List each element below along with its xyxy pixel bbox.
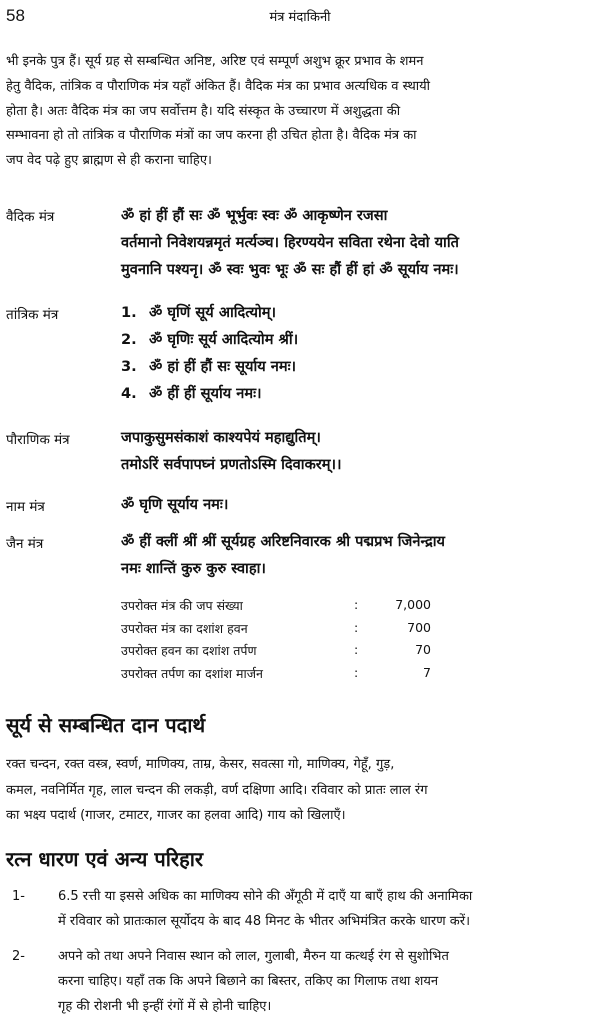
mantra-line: ॐ हां हीं हौं सः ॐ भूर्भुवः स्वः ॐ आकृष्णेन रजसा xyxy=(121,207,388,224)
text-line: करना चाहिए। यहाँ तक कि अपने बिछाने का बिस्तर, तकिए का गिलाफ तथा शयन xyxy=(58,974,439,989)
intro-paragraph xyxy=(6,50,594,174)
row-value: 7,000 xyxy=(395,597,431,612)
naam-mantra xyxy=(121,491,595,518)
text-line: अपने को तथा अपने निवास स्थान को लाल, गुलाबी, मैरुन या कत्थई रंग से सुशोभित xyxy=(58,949,449,964)
item-text: ॐ हां हीं हौं सः सूर्याय नमः। xyxy=(149,358,297,375)
list-item xyxy=(121,299,595,326)
item-number: 2. xyxy=(121,331,137,348)
list-item xyxy=(121,380,595,407)
page-header xyxy=(0,6,600,26)
text-line: में रविवार को प्रातःकाल सूर्योदय के बाद 48 मिनट के भीतर अभिमंत्रित करके धारण करें। xyxy=(58,914,471,929)
text-line: रक्त चन्दन, रक्त वस्त्र, स्वर्ण, माणिक्य, ताम्र, केसर, सवत्सा गो, माणिक्य, गेहूँ, गुड़, xyxy=(6,757,395,772)
row-colon: : xyxy=(354,664,359,680)
pauranic-mantra xyxy=(121,424,595,478)
item-text: ॐ घृणिं सूर्य आदित्योम्। xyxy=(149,304,277,321)
text-line: गृह की रोशनी भी इन्हीं रंगों में से होनी चाहिए। xyxy=(58,999,272,1014)
text-line: का भक्ष्य पदार्थ (गाजर, टमाटर, गाजर का हलवा आदि) गाय को खिलाएँ। xyxy=(6,808,346,823)
table-row xyxy=(121,597,431,620)
item-text: ॐ हीं हीं सूर्याय नमः। xyxy=(149,385,262,402)
item-number: 1. xyxy=(121,304,137,321)
naam-mantra-label: नाम मंत्र xyxy=(6,499,45,515)
jain-mantra xyxy=(121,528,595,582)
page-number: 58 xyxy=(6,6,25,25)
row-label: उपरोक्त तर्पण का दशांश मार्जन xyxy=(121,665,263,681)
mantra-line: मुवनानि पश्यनृ। ॐ स्वः भुवः भूः ॐ सः हौं हीं हां ॐ सूर्याय नमः। xyxy=(121,261,459,278)
item-text xyxy=(58,884,598,934)
mantra-line: तमोऽरिं सर्वपापघ्नं प्रणतोऽस्मि दिवाकरम्।। xyxy=(121,456,342,473)
text-line: होता है। अतः वैदिक मंत्र का जप सर्वोत्तम है। यदि संस्कृत के उच्चारण में अशुद्धता की xyxy=(6,103,401,119)
running-title: मंत्र मंदाकिनी xyxy=(269,10,331,25)
text-line: सम्भावना हो तो तांत्रिक व पौराणिक मंत्रों का जप करना ही उचित होता है। वैदिक मंत्र का xyxy=(6,128,417,144)
tantric-mantra-list xyxy=(121,299,595,407)
tantric-mantra-label: तांत्रिक मंत्र xyxy=(6,307,59,323)
daan-heading: सूर्य से सम्बन्धित दान पदार्थ xyxy=(6,713,206,737)
row-colon: : xyxy=(354,619,359,635)
vedic-mantra-label: वैदिक मंत्र xyxy=(6,209,55,225)
text-line: हेतु वैदिक, तांत्रिक व पौराणिक मंत्र यहाँ अंकित हैं। वैदिक मंत्र का प्रभाव अत्यधिक व स्थायी xyxy=(6,78,431,94)
text-line: भी इनके पुत्र हैं। सूर्य ग्रह से सम्बन्धित अनिष्ट, अरिष्ट एवं सम्पूर्ण अशुभ क्रूर प्रभाव के शमन xyxy=(6,54,424,69)
mantra-line: नमः शान्तिं कुरु कुरु स्वाहा। xyxy=(121,560,266,577)
mantra-line: ॐ हीं क्लीं श्रीं श्रीं सूर्यग्रह अरिष्टनिवारक श्री पद्मप्रभ जिनेन्द्राय xyxy=(121,533,445,550)
table-row xyxy=(121,665,431,688)
item-number: 2- xyxy=(12,949,25,964)
row-colon: : xyxy=(354,642,359,657)
daan-paragraph xyxy=(6,752,594,829)
item-number: 4. xyxy=(121,385,137,402)
jain-mantra-label: जैन मंत्र xyxy=(6,536,44,552)
pauranic-mantra-label: पौराणिक मंत्र xyxy=(6,432,70,448)
row-colon: : xyxy=(354,597,359,612)
row-label: उपरोक्त मंत्र का दशांश हवन xyxy=(121,620,248,636)
item-text: ॐ घृणिः सूर्य आदित्योम श्रीं। xyxy=(149,331,299,348)
list-item xyxy=(121,326,595,353)
item-number: 1- xyxy=(12,889,25,904)
item-number: 3. xyxy=(121,358,137,375)
text-line: कमल, नवनिर्मित गृह, लाल चन्दन की लकड़ी, वर्ण दक्षिणा आदि। रविवार को प्रातः लाल रंग xyxy=(6,782,428,798)
ratna-heading: रत्न धारण एवं अन्य परिहार xyxy=(6,847,204,871)
text-line: 6.5 रत्ती या इससे अधिक का माणिक्य सोने की अँगूठी में दाएँ या बाएँ हाथ की अनामिका xyxy=(58,889,473,904)
jap-count-table xyxy=(121,597,431,687)
row-value: 700 xyxy=(407,619,431,635)
row-value: 70 xyxy=(415,642,431,657)
table-row xyxy=(121,642,431,665)
row-label: उपरोक्त हवन का दशांश तर्पण xyxy=(121,643,257,658)
row-value: 7 xyxy=(423,664,431,680)
vedic-mantra xyxy=(121,202,595,283)
mantra-line: जपाकुसुमसंकाशं काश्यपेयं महाद्युतिम्। xyxy=(121,429,321,446)
item-text xyxy=(58,944,598,1019)
list-item xyxy=(121,353,595,380)
mantra-line: ॐ घृणि सूर्याय नमः। xyxy=(121,496,229,513)
table-row xyxy=(121,620,431,643)
mantra-line: वर्तमानो निवेशयन्नमृतं मर्त्यञ्च। हिरण्ययेन सविता रथेना देवो याति xyxy=(121,234,459,251)
row-label: उपरोक्त मंत्र की जप संख्या xyxy=(121,598,243,613)
text-line: जप वेद पढ़े हुए ब्राह्मण से ही कराना चाहिए। xyxy=(6,153,212,169)
